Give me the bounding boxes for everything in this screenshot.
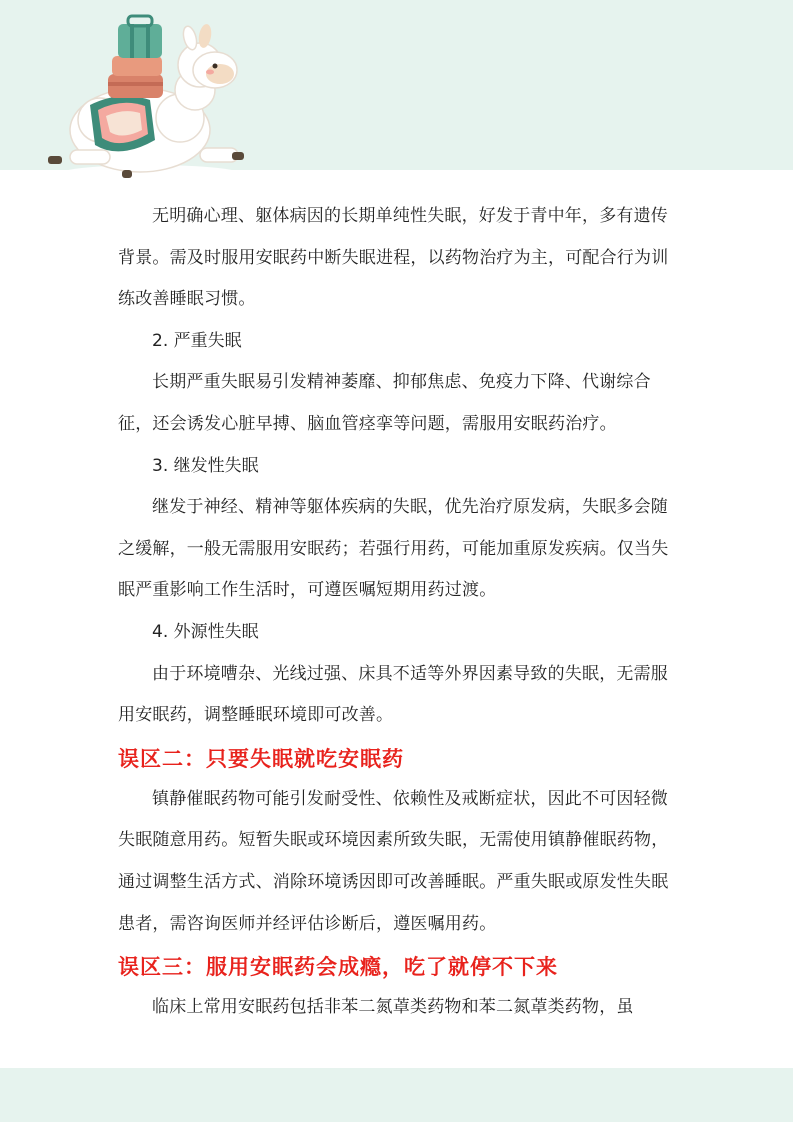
alpaca-illustration-icon [40,10,260,190]
footer-band [0,1068,793,1122]
paragraph-myth-two: 镇静催眠药物可能引发耐受性、依赖性及戒断症状，因此不可因轻微失眠随意用药。短暂失眠或环境因素所致失眠，无需使用镇静催眠药物，通过调整生活方式、消除环境诱因即可改善睡眠。严重失眠或原发性失眠患者，需咨询医师并经评估诊断后，遵医嘱用药。 [118,788,669,934]
subheading-secondary-insomnia: 3. 继发性失眠 [152,455,259,476]
subheading-severe-insomnia: 2. 严重失眠 [152,330,242,351]
subheading-external-insomnia: 4. 外源性失眠 [152,621,259,642]
heading-myth-three: 误区三：服用安眠药会成瘾，吃了就停不下来 [118,955,558,980]
paragraph-severe-insomnia: 长期严重失眠易引发精神萎靡、抑郁焦虑、免疫力下降、代谢综合征，还会诱发心脏早搏、脑血管痉挛等问题，需服用安眠药治疗。 [118,372,651,434]
paragraph-simple-insomnia: 无明确心理、躯体病因的长期单纯性失眠，好发于青中年，多有遗传背景。需及时服用安眠药中断失眠进程，以药物治疗为主，可配合行为训练改善睡眠习惯。 [118,206,669,310]
heading-myth-two: 误区二：只要失眠就吃安眠药 [118,746,404,771]
paragraph-myth-three: 临床上常用安眠药包括非苯二氮䓬类药物和苯二氮䓬类药物，虽 [152,997,634,1018]
paragraph-secondary-insomnia: 继发于神经、精神等躯体疾病的失眠，优先治疗原发病，失眠多会随之缓解，一般无需服用安眠药；若强行用药，可能加重原发疾病。仅当失眠严重影响工作生活时，可遵医嘱短期用药过渡。 [118,497,669,601]
article-body [118,196,678,1029]
paragraph-external-insomnia: 由于环境嘈杂、光线过强、床具不适等外界因素导致的失眠，无需服用安眠药，调整睡眠环境即可改善。 [118,663,668,726]
